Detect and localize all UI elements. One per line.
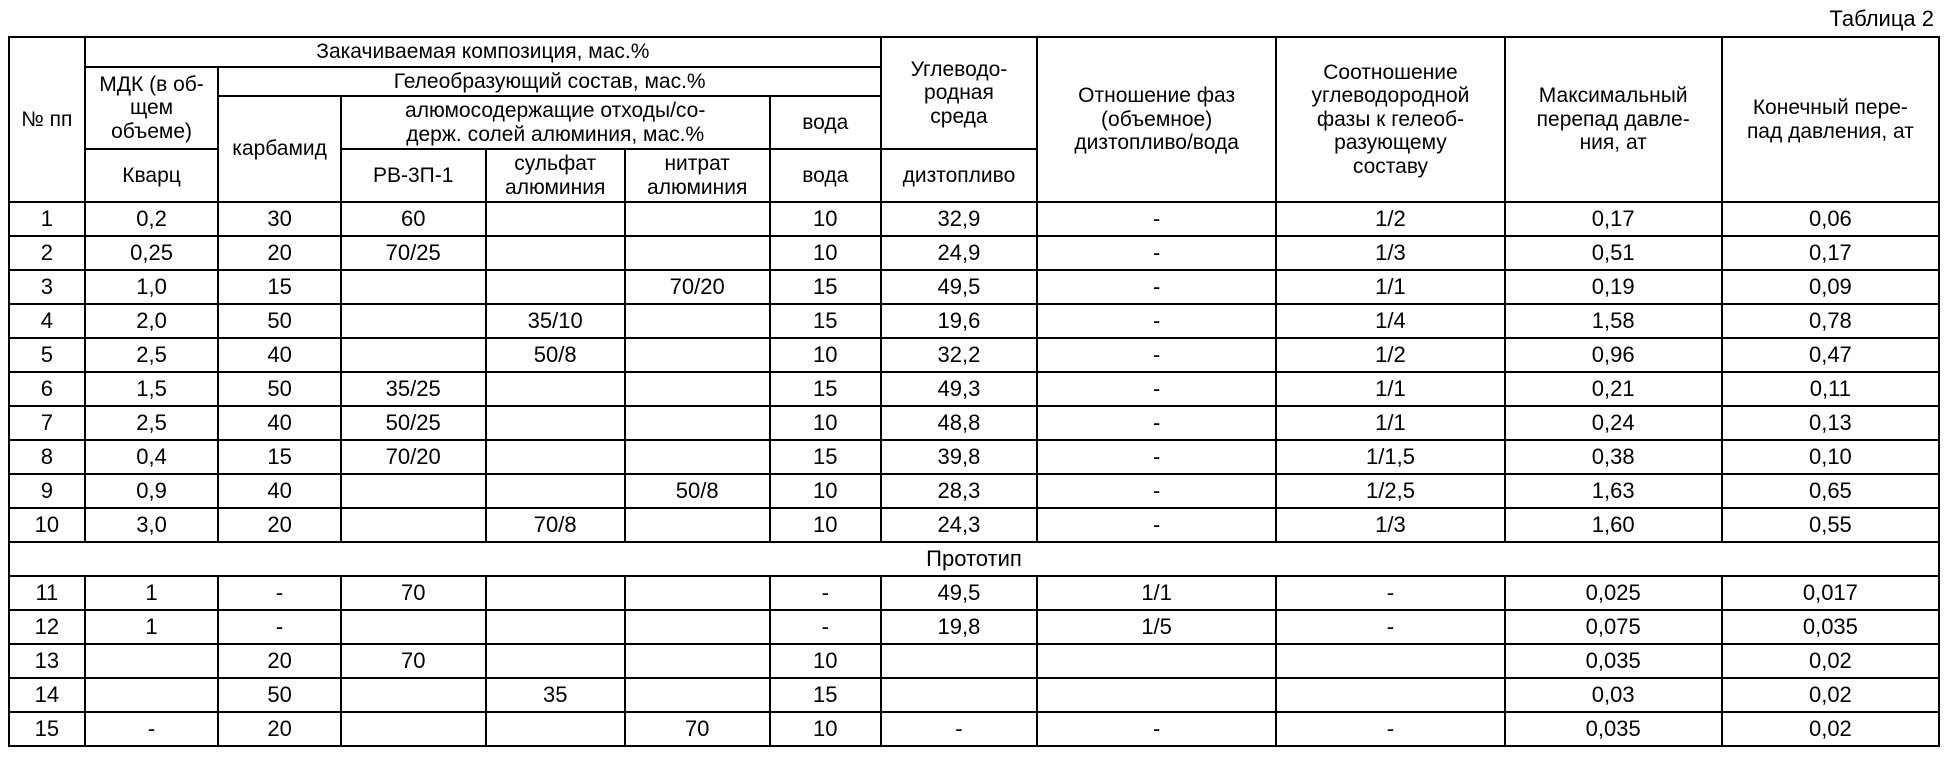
- table-row: [9, 202, 1939, 236]
- header-col-no: № пп: [9, 37, 85, 202]
- cell-quartz: -: [85, 712, 219, 746]
- cell-final: 0,017: [1722, 576, 1939, 610]
- cell-rv3p1: [341, 304, 486, 338]
- cell-phase: -: [1037, 202, 1276, 236]
- cell-water: 10: [770, 236, 881, 270]
- cell-quartz: 1,5: [85, 372, 219, 406]
- section-label: Прототип: [9, 542, 1939, 576]
- cell-nitrate: [625, 406, 770, 440]
- cell-quartz: 0,25: [85, 236, 219, 270]
- cell-rv3p1: [341, 474, 486, 508]
- cell-no: 12: [9, 610, 85, 644]
- cell-rv3p1: [341, 712, 486, 746]
- cell-rv3p1: 70/25: [341, 236, 486, 270]
- cell-no: 1: [9, 202, 85, 236]
- cell-final: 0,09: [1722, 270, 1939, 304]
- cell-carbamide: 30: [218, 202, 340, 236]
- cell-nitrate: [625, 372, 770, 406]
- cell-no: 9: [9, 474, 85, 508]
- cell-sulfate: 70/8: [486, 508, 625, 542]
- cell-diesel: [881, 644, 1037, 678]
- cell-diesel: 49,5: [881, 270, 1037, 304]
- table-header: [9, 37, 1939, 202]
- cell-max: 1,58: [1505, 304, 1722, 338]
- cell-diesel: 19,6: [881, 304, 1037, 338]
- cell-diesel: 19,8: [881, 610, 1037, 644]
- cell-rv3p1: 35/25: [341, 372, 486, 406]
- cell-final: 0,13: [1722, 406, 1939, 440]
- cell-quartz: 1,0: [85, 270, 219, 304]
- header-hydrocarbon-medium: Углеводо- родная среда: [881, 37, 1037, 149]
- cell-hc-gel: [1276, 644, 1504, 678]
- cell-rv3p1: [341, 508, 486, 542]
- cell-sulfate: [486, 644, 625, 678]
- cell-rv3p1: 70/20: [341, 440, 486, 474]
- cell-diesel: 48,8: [881, 406, 1037, 440]
- cell-sulfate: [486, 270, 625, 304]
- cell-carbamide: -: [218, 610, 340, 644]
- cell-hc-gel: 1/3: [1276, 508, 1504, 542]
- header-rv3p1: РВ-3П-1: [341, 149, 486, 202]
- cell-no: 7: [9, 406, 85, 440]
- cell-phase: [1037, 678, 1276, 712]
- cell-sulfate: [486, 440, 625, 474]
- cell-max: 1,63: [1505, 474, 1722, 508]
- header-max-pressure-drop: Максимальный перепад давле- ния, ат: [1505, 37, 1722, 202]
- cell-nitrate: [625, 236, 770, 270]
- cell-hc-gel: -: [1276, 712, 1504, 746]
- table-caption: Таблица 2: [1829, 6, 1934, 31]
- header-mdk: МДК (в об- щем объеме): [85, 67, 219, 150]
- cell-quartz: 0,4: [85, 440, 219, 474]
- cell-quartz: 1: [85, 576, 219, 610]
- header-group-injected: Закачиваемая композиция, мас.%: [85, 37, 881, 67]
- header-carbamide: карбамид: [218, 96, 340, 202]
- cell-max: 0,03: [1505, 678, 1722, 712]
- cell-hc-gel: 1/1: [1276, 406, 1504, 440]
- cell-sulfate: [486, 610, 625, 644]
- cell-quartz: 1: [85, 610, 219, 644]
- cell-no: 10: [9, 508, 85, 542]
- cell-nitrate: [625, 202, 770, 236]
- cell-hc-gel: 1/1: [1276, 372, 1504, 406]
- section-divider-row: [9, 542, 1939, 576]
- cell-quartz: 2,5: [85, 338, 219, 372]
- header-nitrate: нитрат алюминия: [625, 149, 770, 202]
- cell-carbamide: 20: [218, 644, 340, 678]
- cell-final: 0,47: [1722, 338, 1939, 372]
- cell-phase: -: [1037, 304, 1276, 338]
- cell-max: 0,51: [1505, 236, 1722, 270]
- cell-phase: 1/5: [1037, 610, 1276, 644]
- cell-water: 10: [770, 474, 881, 508]
- cell-diesel: 49,5: [881, 576, 1037, 610]
- cell-hc-gel: -: [1276, 576, 1504, 610]
- cell-nitrate: 70/20: [625, 270, 770, 304]
- header-water: вода: [770, 96, 881, 149]
- cell-phase: -: [1037, 440, 1276, 474]
- cell-no: 2: [9, 236, 85, 270]
- cell-phase: [1037, 644, 1276, 678]
- cell-max: 0,035: [1505, 712, 1722, 746]
- cell-sulfate: [486, 406, 625, 440]
- cell-final: 0,17: [1722, 236, 1939, 270]
- cell-diesel: 49,3: [881, 372, 1037, 406]
- cell-nitrate: [625, 508, 770, 542]
- cell-phase: -: [1037, 338, 1276, 372]
- cell-hc-gel: 1/4: [1276, 304, 1504, 338]
- cell-final: 0,65: [1722, 474, 1939, 508]
- cell-hc-gel: 1/1: [1276, 270, 1504, 304]
- cell-water: -: [770, 610, 881, 644]
- cell-diesel: 32,2: [881, 338, 1037, 372]
- cell-quartz: 0,2: [85, 202, 219, 236]
- cell-carbamide: 20: [218, 508, 340, 542]
- table-row: [9, 508, 1939, 542]
- cell-final: 0,035: [1722, 610, 1939, 644]
- table-row: [9, 440, 1939, 474]
- cell-final: 0,11: [1722, 372, 1939, 406]
- cell-water: 15: [770, 304, 881, 338]
- cell-carbamide: -: [218, 576, 340, 610]
- cell-sulfate: 35: [486, 678, 625, 712]
- cell-water: 15: [770, 270, 881, 304]
- cell-no: 14: [9, 678, 85, 712]
- cell-nitrate: [625, 304, 770, 338]
- cell-phase: -: [1037, 372, 1276, 406]
- cell-final: 0,02: [1722, 678, 1939, 712]
- table-row: [9, 236, 1939, 270]
- cell-no: 4: [9, 304, 85, 338]
- cell-sulfate: [486, 712, 625, 746]
- cell-nitrate: [625, 440, 770, 474]
- cell-nitrate: 50/8: [625, 474, 770, 508]
- cell-hc-gel: 1/2,5: [1276, 474, 1504, 508]
- cell-phase: -: [1037, 236, 1276, 270]
- table-row: [9, 474, 1939, 508]
- table-row: [9, 678, 1939, 712]
- cell-rv3p1: [341, 270, 486, 304]
- cell-hc-gel: [1276, 678, 1504, 712]
- cell-rv3p1: [341, 338, 486, 372]
- cell-quartz: 2,5: [85, 406, 219, 440]
- cell-water: 10: [770, 712, 881, 746]
- cell-quartz: [85, 644, 219, 678]
- cell-max: 0,025: [1505, 576, 1722, 610]
- cell-hc-gel: 1/3: [1276, 236, 1504, 270]
- cell-carbamide: 15: [218, 270, 340, 304]
- header-diesel: дизтопливо: [881, 149, 1037, 202]
- cell-carbamide: 40: [218, 338, 340, 372]
- cell-hc-gel: 1/2: [1276, 202, 1504, 236]
- cell-hc-gel: 1/2: [1276, 338, 1504, 372]
- table-row: [9, 372, 1939, 406]
- cell-water: 10: [770, 338, 881, 372]
- header-final-pressure-drop: Конечный пере- пад давления, ат: [1722, 37, 1939, 202]
- cell-nitrate: [625, 644, 770, 678]
- cell-rv3p1: [341, 678, 486, 712]
- header-sulfate: сульфат алюминия: [486, 149, 625, 202]
- cell-final: 0,02: [1722, 644, 1939, 678]
- table-row: [9, 610, 1939, 644]
- cell-water: 15: [770, 440, 881, 474]
- table-row: [9, 644, 1939, 678]
- cell-diesel: [881, 678, 1037, 712]
- header-gel-group: Гелеобразующий состав, мас.%: [218, 67, 881, 97]
- cell-carbamide: 20: [218, 712, 340, 746]
- cell-carbamide: 50: [218, 678, 340, 712]
- cell-max: 0,075: [1505, 610, 1722, 644]
- cell-diesel: -: [881, 712, 1037, 746]
- cell-water: 15: [770, 678, 881, 712]
- table-row: [9, 338, 1939, 372]
- cell-final: 0,10: [1722, 440, 1939, 474]
- cell-phase: -: [1037, 508, 1276, 542]
- cell-water: 10: [770, 406, 881, 440]
- cell-max: 0,17: [1505, 202, 1722, 236]
- cell-rv3p1: 60: [341, 202, 486, 236]
- cell-nitrate: 70: [625, 712, 770, 746]
- cell-hc-gel: 1/1,5: [1276, 440, 1504, 474]
- table-body: [9, 202, 1939, 746]
- cell-diesel: 32,9: [881, 202, 1037, 236]
- cell-water: -: [770, 576, 881, 610]
- header-quartz: Кварц: [85, 149, 219, 202]
- cell-final: 0,78: [1722, 304, 1939, 338]
- cell-phase: -: [1037, 406, 1276, 440]
- cell-quartz: 0,9: [85, 474, 219, 508]
- header-alumo-group: алюмосодержащие отходы/со- держ. солей алюминия, мас.%: [341, 96, 770, 149]
- cell-quartz: 2,0: [85, 304, 219, 338]
- cell-final: 0,06: [1722, 202, 1939, 236]
- cell-no: 8: [9, 440, 85, 474]
- header-phase-ratio: Отношение фаз (объемное) дизтопливо/вода: [1037, 37, 1276, 202]
- cell-diesel: 24,9: [881, 236, 1037, 270]
- cell-nitrate: [625, 576, 770, 610]
- cell-carbamide: 15: [218, 440, 340, 474]
- cell-phase: -: [1037, 270, 1276, 304]
- cell-nitrate: [625, 678, 770, 712]
- cell-nitrate: [625, 610, 770, 644]
- cell-no: 3: [9, 270, 85, 304]
- cell-max: 1,60: [1505, 508, 1722, 542]
- cell-carbamide: 50: [218, 304, 340, 338]
- cell-sulfate: [486, 576, 625, 610]
- cell-final: 0,55: [1722, 508, 1939, 542]
- cell-rv3p1: 70: [341, 644, 486, 678]
- cell-max: 0,24: [1505, 406, 1722, 440]
- cell-sulfate: 35/10: [486, 304, 625, 338]
- cell-rv3p1: 50/25: [341, 406, 486, 440]
- cell-rv3p1: 70: [341, 576, 486, 610]
- cell-sulfate: [486, 372, 625, 406]
- header-water-2: вода: [770, 149, 881, 202]
- data-table: [8, 36, 1940, 747]
- cell-carbamide: 40: [218, 474, 340, 508]
- cell-sulfate: [486, 202, 625, 236]
- cell-max: 0,035: [1505, 644, 1722, 678]
- cell-carbamide: 20: [218, 236, 340, 270]
- cell-diesel: 28,3: [881, 474, 1037, 508]
- cell-water: 15: [770, 372, 881, 406]
- cell-no: 5: [9, 338, 85, 372]
- cell-max: 0,96: [1505, 338, 1722, 372]
- cell-diesel: 24,3: [881, 508, 1037, 542]
- table-row: [9, 712, 1939, 746]
- cell-carbamide: 50: [218, 372, 340, 406]
- cell-water: 10: [770, 508, 881, 542]
- cell-rv3p1: [341, 610, 486, 644]
- cell-phase: -: [1037, 474, 1276, 508]
- cell-phase: -: [1037, 712, 1276, 746]
- cell-diesel: 39,8: [881, 440, 1037, 474]
- cell-max: 0,38: [1505, 440, 1722, 474]
- table-row: [9, 270, 1939, 304]
- cell-max: 0,19: [1505, 270, 1722, 304]
- cell-carbamide: 40: [218, 406, 340, 440]
- cell-final: 0,02: [1722, 712, 1939, 746]
- cell-quartz: [85, 678, 219, 712]
- cell-no: 13: [9, 644, 85, 678]
- cell-no: 15: [9, 712, 85, 746]
- cell-phase: 1/1: [1037, 576, 1276, 610]
- cell-water: 10: [770, 644, 881, 678]
- cell-max: 0,21: [1505, 372, 1722, 406]
- table-row: [9, 576, 1939, 610]
- table-row: [9, 304, 1939, 338]
- header-hc-to-gel-ratio: Соотношение углеводородной фазы к гелеоб- разующему составу: [1276, 37, 1504, 202]
- cell-nitrate: [625, 338, 770, 372]
- table-row: [9, 406, 1939, 440]
- cell-hc-gel: -: [1276, 610, 1504, 644]
- cell-sulfate: [486, 236, 625, 270]
- cell-sulfate: 50/8: [486, 338, 625, 372]
- cell-sulfate: [486, 474, 625, 508]
- cell-quartz: 3,0: [85, 508, 219, 542]
- cell-water: 10: [770, 202, 881, 236]
- cell-no: 6: [9, 372, 85, 406]
- cell-no: 11: [9, 576, 85, 610]
